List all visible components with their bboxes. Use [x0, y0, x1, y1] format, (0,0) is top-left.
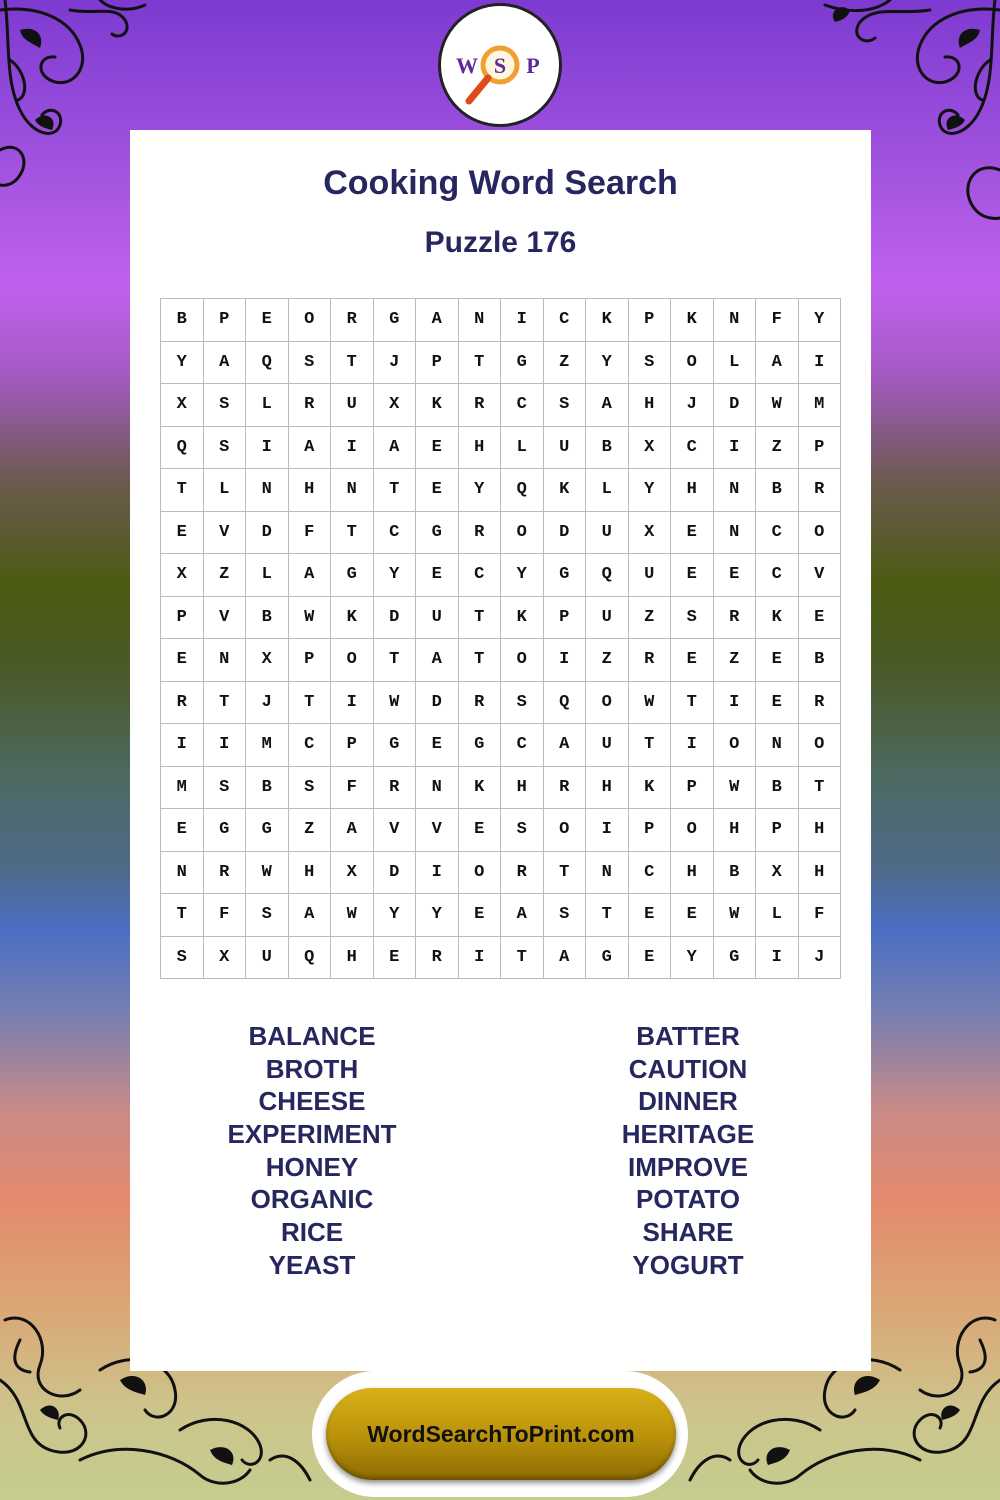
- grid-cell[interactable]: B: [756, 767, 799, 810]
- grid-cell[interactable]: A: [289, 427, 332, 470]
- grid-cell[interactable]: T: [331, 512, 374, 555]
- grid-cell[interactable]: J: [246, 682, 289, 725]
- grid-cell[interactable]: F: [331, 767, 374, 810]
- grid-cell[interactable]: O: [799, 512, 842, 555]
- grid-cell[interactable]: X: [204, 937, 247, 980]
- grid-cell[interactable]: K: [416, 384, 459, 427]
- grid-cell[interactable]: Y: [799, 299, 842, 342]
- grid-cell[interactable]: C: [671, 427, 714, 470]
- grid-cell[interactable]: U: [416, 597, 459, 640]
- grid-cell[interactable]: R: [544, 767, 587, 810]
- grid-cell[interactable]: E: [671, 894, 714, 937]
- grid-cell[interactable]: H: [289, 469, 332, 512]
- grid-cell[interactable]: I: [331, 682, 374, 725]
- grid-cell[interactable]: C: [756, 512, 799, 555]
- grid-cell[interactable]: N: [459, 299, 502, 342]
- grid-cell[interactable]: J: [799, 937, 842, 980]
- grid-cell[interactable]: A: [416, 299, 459, 342]
- grid-cell[interactable]: T: [671, 682, 714, 725]
- grid-cell[interactable]: I: [204, 724, 247, 767]
- grid-cell[interactable]: P: [629, 809, 672, 852]
- grid-cell[interactable]: D: [246, 512, 289, 555]
- grid-cell[interactable]: H: [586, 767, 629, 810]
- grid-cell[interactable]: D: [374, 597, 417, 640]
- grid-cell[interactable]: W: [714, 767, 757, 810]
- grid-cell[interactable]: H: [714, 809, 757, 852]
- grid-cell[interactable]: J: [671, 384, 714, 427]
- grid-cell[interactable]: K: [331, 597, 374, 640]
- grid-cell[interactable]: N: [586, 852, 629, 895]
- grid-cell[interactable]: H: [289, 852, 332, 895]
- word-list-item: SHARE: [642, 1217, 734, 1248]
- word-list-item: RICE: [280, 1217, 344, 1248]
- grid-cell[interactable]: T: [374, 639, 417, 682]
- grid-cell[interactable]: A: [586, 384, 629, 427]
- grid-cell[interactable]: S: [544, 894, 587, 937]
- grid-cell[interactable]: O: [586, 682, 629, 725]
- grid-cell[interactable]: M: [161, 767, 204, 810]
- grid-cell[interactable]: I: [756, 937, 799, 980]
- grid-cell[interactable]: X: [161, 384, 204, 427]
- grid-cell[interactable]: I: [671, 724, 714, 767]
- grid-cell[interactable]: E: [799, 597, 842, 640]
- grid-cell[interactable]: C: [501, 384, 544, 427]
- grid-cell[interactable]: E: [714, 554, 757, 597]
- grid-cell[interactable]: B: [756, 469, 799, 512]
- puzzle-sheet: [130, 130, 871, 1371]
- grid-cell[interactable]: D: [374, 852, 417, 895]
- grid-cell[interactable]: S: [501, 682, 544, 725]
- grid-cell[interactable]: C: [544, 299, 587, 342]
- grid-cell[interactable]: Y: [416, 894, 459, 937]
- grid-cell[interactable]: C: [459, 554, 502, 597]
- grid-cell[interactable]: G: [459, 724, 502, 767]
- grid-cell[interactable]: Z: [714, 639, 757, 682]
- grid-cell[interactable]: N: [416, 767, 459, 810]
- grid-cell[interactable]: R: [459, 384, 502, 427]
- grid-cell[interactable]: E: [459, 809, 502, 852]
- grid-cell[interactable]: Y: [374, 894, 417, 937]
- grid-cell[interactable]: H: [331, 937, 374, 980]
- grid-cell[interactable]: O: [501, 512, 544, 555]
- grid-cell[interactable]: R: [629, 639, 672, 682]
- grid-cell[interactable]: H: [671, 852, 714, 895]
- grid-cell[interactable]: S: [671, 597, 714, 640]
- grid-cell[interactable]: P: [204, 299, 247, 342]
- grid-cell[interactable]: U: [331, 384, 374, 427]
- grid-cell[interactable]: B: [246, 767, 289, 810]
- word-list-left: [132, 1020, 492, 1282]
- grid-cell[interactable]: I: [459, 937, 502, 980]
- grid-cell[interactable]: U: [629, 554, 672, 597]
- grid-cell[interactable]: E: [459, 894, 502, 937]
- grid-cell[interactable]: I: [799, 342, 842, 385]
- grid-cell[interactable]: B: [799, 639, 842, 682]
- grid-cell[interactable]: I: [161, 724, 204, 767]
- grid-cell[interactable]: H: [799, 809, 842, 852]
- grid-cell[interactable]: I: [714, 427, 757, 470]
- word-list-item: IMPROVE: [628, 1151, 748, 1182]
- word-list-item: DINNER: [638, 1086, 738, 1117]
- grid-cell[interactable]: A: [501, 894, 544, 937]
- grid-cell[interactable]: D: [416, 682, 459, 725]
- grid-cell[interactable]: T: [501, 937, 544, 980]
- grid-cell[interactable]: R: [204, 852, 247, 895]
- grid-cell[interactable]: P: [416, 342, 459, 385]
- grid-cell[interactable]: Y: [586, 342, 629, 385]
- grid-cell[interactable]: B: [246, 597, 289, 640]
- grid-cell[interactable]: S: [629, 342, 672, 385]
- grid-cell[interactable]: U: [246, 937, 289, 980]
- grid-cell[interactable]: E: [756, 639, 799, 682]
- grid-cell[interactable]: Z: [756, 427, 799, 470]
- grid-cell[interactable]: D: [714, 384, 757, 427]
- grid-cell[interactable]: T: [459, 639, 502, 682]
- grid-cell[interactable]: X: [629, 427, 672, 470]
- grid-cell[interactable]: X: [246, 639, 289, 682]
- grid-cell[interactable]: N: [331, 469, 374, 512]
- grid-cell[interactable]: J: [374, 342, 417, 385]
- page-title: Cooking Word Search: [323, 164, 678, 202]
- grid-cell[interactable]: P: [331, 724, 374, 767]
- grid-cell[interactable]: E: [161, 809, 204, 852]
- grid-cell[interactable]: X: [629, 512, 672, 555]
- grid-cell[interactable]: L: [246, 384, 289, 427]
- grid-cell[interactable]: N: [714, 512, 757, 555]
- logo-letter-p: P: [526, 53, 540, 78]
- word-list-item: BROTH: [265, 1053, 359, 1084]
- grid-cell[interactable]: Q: [161, 427, 204, 470]
- grid-cell[interactable]: T: [374, 469, 417, 512]
- grid-cell[interactable]: F: [289, 512, 332, 555]
- grid-cell[interactable]: C: [756, 554, 799, 597]
- grid-cell[interactable]: I: [586, 809, 629, 852]
- grid-cell[interactable]: Z: [544, 342, 587, 385]
- grid-cell[interactable]: W: [374, 682, 417, 725]
- word-list-item: YOGURT: [632, 1249, 744, 1280]
- grid-cell[interactable]: H: [501, 767, 544, 810]
- grid-cell[interactable]: G: [544, 554, 587, 597]
- grid-cell[interactable]: S: [289, 342, 332, 385]
- grid-cell[interactable]: P: [756, 809, 799, 852]
- grid-cell[interactable]: K: [756, 597, 799, 640]
- grid-cell[interactable]: S: [204, 384, 247, 427]
- grid-cell[interactable]: U: [544, 427, 587, 470]
- word-list-item: HERITAGE: [621, 1119, 755, 1150]
- grid-cell[interactable]: T: [629, 724, 672, 767]
- grid-cell[interactable]: Z: [629, 597, 672, 640]
- site-link-label: WordSearchToPrint.com: [367, 1420, 635, 1447]
- grid-cell[interactable]: R: [799, 469, 842, 512]
- grid-cell[interactable]: C: [374, 512, 417, 555]
- grid-cell[interactable]: B: [586, 427, 629, 470]
- grid-cell[interactable]: R: [331, 299, 374, 342]
- grid-cell[interactable]: H: [459, 427, 502, 470]
- grid-cell[interactable]: G: [501, 342, 544, 385]
- grid-cell[interactable]: R: [161, 682, 204, 725]
- word-list-item: EXPERIMENT: [227, 1119, 397, 1150]
- grid-cell[interactable]: E: [246, 299, 289, 342]
- grid-cell[interactable]: H: [671, 469, 714, 512]
- grid-cell[interactable]: K: [671, 299, 714, 342]
- grid-cell[interactable]: E: [161, 639, 204, 682]
- grid-cell[interactable]: T: [459, 342, 502, 385]
- grid-cell[interactable]: G: [246, 809, 289, 852]
- grid-cell[interactable]: E: [416, 427, 459, 470]
- grid-cell[interactable]: E: [416, 469, 459, 512]
- grid-cell[interactable]: L: [586, 469, 629, 512]
- word-list-item: HONEY: [265, 1151, 359, 1182]
- grid-cell[interactable]: E: [629, 894, 672, 937]
- grid-cell[interactable]: U: [586, 512, 629, 555]
- grid-cell[interactable]: W: [714, 894, 757, 937]
- grid-cell[interactable]: O: [331, 639, 374, 682]
- grid-cell[interactable]: O: [714, 724, 757, 767]
- grid-cell[interactable]: Z: [586, 639, 629, 682]
- grid-cell[interactable]: U: [586, 724, 629, 767]
- grid-cell[interactable]: Q: [246, 342, 289, 385]
- word-list-item: POTATO: [636, 1184, 740, 1215]
- grid-cell[interactable]: K: [629, 767, 672, 810]
- grid-cell[interactable]: R: [374, 767, 417, 810]
- grid-cell[interactable]: S: [501, 809, 544, 852]
- grid-cell[interactable]: N: [204, 639, 247, 682]
- grid-cell[interactable]: S: [289, 767, 332, 810]
- grid-cell[interactable]: C: [289, 724, 332, 767]
- grid-cell[interactable]: T: [586, 894, 629, 937]
- grid-cell[interactable]: G: [374, 299, 417, 342]
- grid-cell[interactable]: L: [246, 554, 289, 597]
- grid-cell[interactable]: E: [671, 554, 714, 597]
- grid-cell[interactable]: T: [331, 342, 374, 385]
- grid-cell[interactable]: E: [161, 512, 204, 555]
- grid-cell[interactable]: P: [671, 767, 714, 810]
- grid-cell[interactable]: T: [204, 682, 247, 725]
- grid-cell[interactable]: M: [246, 724, 289, 767]
- grid-cell[interactable]: Z: [204, 554, 247, 597]
- grid-cell[interactable]: S: [204, 767, 247, 810]
- grid-cell[interactable]: R: [501, 852, 544, 895]
- grid-cell[interactable]: G: [416, 512, 459, 555]
- grid-cell[interactable]: V: [799, 554, 842, 597]
- logo-letter-w: W: [456, 53, 478, 78]
- grid-cell[interactable]: R: [289, 384, 332, 427]
- grid-cell[interactable]: X: [331, 852, 374, 895]
- grid-cell[interactable]: P: [161, 597, 204, 640]
- grid-cell[interactable]: A: [289, 894, 332, 937]
- grid-cell[interactable]: X: [161, 554, 204, 597]
- grid-cell[interactable]: I: [544, 639, 587, 682]
- logo-letter-s: S: [493, 53, 507, 78]
- grid-cell[interactable]: E: [416, 724, 459, 767]
- grid-cell[interactable]: Y: [161, 342, 204, 385]
- grid-cell[interactable]: T: [161, 894, 204, 937]
- grid-cell[interactable]: T: [544, 852, 587, 895]
- grid-cell[interactable]: O: [501, 639, 544, 682]
- grid-cell[interactable]: O: [799, 724, 842, 767]
- grid-cell[interactable]: W: [629, 682, 672, 725]
- grid-cell[interactable]: B: [714, 852, 757, 895]
- grid-cell[interactable]: T: [459, 597, 502, 640]
- grid-cell[interactable]: S: [161, 937, 204, 980]
- grid-cell[interactable]: A: [331, 809, 374, 852]
- grid-cell[interactable]: I: [501, 299, 544, 342]
- grid-cell[interactable]: A: [204, 342, 247, 385]
- grid-cell[interactable]: W: [756, 384, 799, 427]
- grid-cell[interactable]: M: [799, 384, 842, 427]
- letter-grid: [160, 298, 841, 979]
- grid-cell[interactable]: N: [246, 469, 289, 512]
- grid-cell[interactable]: R: [799, 682, 842, 725]
- grid-cell[interactable]: O: [671, 342, 714, 385]
- grid-cell[interactable]: F: [756, 299, 799, 342]
- grid-cell[interactable]: L: [501, 427, 544, 470]
- grid-cell[interactable]: V: [204, 512, 247, 555]
- grid-cell[interactable]: T: [799, 767, 842, 810]
- grid-cell[interactable]: R: [459, 512, 502, 555]
- grid-cell[interactable]: K: [501, 597, 544, 640]
- grid-cell[interactable]: X: [756, 852, 799, 895]
- puzzle-number: Puzzle 176: [424, 226, 577, 259]
- grid-cell[interactable]: D: [544, 512, 587, 555]
- grid-cell[interactable]: P: [799, 427, 842, 470]
- word-list-item: CAUTION: [628, 1053, 748, 1084]
- grid-cell[interactable]: O: [289, 299, 332, 342]
- grid-cell[interactable]: U: [586, 597, 629, 640]
- grid-cell[interactable]: E: [629, 937, 672, 980]
- grid-cell[interactable]: H: [799, 852, 842, 895]
- word-list-item: YEAST: [268, 1249, 356, 1280]
- grid-cell[interactable]: N: [714, 469, 757, 512]
- grid-cell[interactable]: T: [161, 469, 204, 512]
- grid-cell[interactable]: Q: [289, 937, 332, 980]
- grid-cell[interactable]: S: [204, 427, 247, 470]
- magnifying-glass-handle: [469, 78, 488, 101]
- grid-cell[interactable]: W: [331, 894, 374, 937]
- grid-cell[interactable]: A: [756, 342, 799, 385]
- word-list-item: ORGANIC: [250, 1184, 374, 1215]
- grid-cell[interactable]: W: [289, 597, 332, 640]
- grid-cell[interactable]: C: [629, 852, 672, 895]
- grid-cell[interactable]: Q: [501, 469, 544, 512]
- site-link-button[interactable]: [326, 1388, 676, 1480]
- grid-cell[interactable]: X: [374, 384, 417, 427]
- grid-cell[interactable]: O: [459, 852, 502, 895]
- grid-cell[interactable]: V: [416, 809, 459, 852]
- grid-cell[interactable]: K: [586, 299, 629, 342]
- grid-cell[interactable]: Y: [459, 469, 502, 512]
- grid-cell[interactable]: S: [246, 894, 289, 937]
- grid-cell[interactable]: Y: [374, 554, 417, 597]
- grid-cell[interactable]: C: [501, 724, 544, 767]
- grid-cell[interactable]: I: [246, 427, 289, 470]
- site-logo[interactable]: [438, 3, 562, 127]
- grid-cell[interactable]: R: [416, 937, 459, 980]
- grid-cell[interactable]: N: [756, 724, 799, 767]
- grid-cell[interactable]: V: [204, 597, 247, 640]
- grid-cell[interactable]: P: [629, 299, 672, 342]
- grid-cell[interactable]: G: [374, 724, 417, 767]
- grid-cell[interactable]: Y: [501, 554, 544, 597]
- grid-cell[interactable]: S: [544, 384, 587, 427]
- grid-cell[interactable]: G: [714, 937, 757, 980]
- grid-cell[interactable]: L: [204, 469, 247, 512]
- word-list-item: BALANCE: [248, 1021, 376, 1051]
- grid-cell[interactable]: I: [714, 682, 757, 725]
- grid-cell[interactable]: O: [671, 809, 714, 852]
- grid-cell[interactable]: V: [374, 809, 417, 852]
- grid-cell[interactable]: Q: [586, 554, 629, 597]
- grid-cell[interactable]: E: [374, 937, 417, 980]
- grid-cell[interactable]: E: [671, 639, 714, 682]
- grid-cell[interactable]: F: [204, 894, 247, 937]
- grid-cell[interactable]: Z: [289, 809, 332, 852]
- word-list-right: [508, 1020, 868, 1282]
- word-list-item: CHEESE: [258, 1086, 366, 1117]
- grid-cell[interactable]: K: [459, 767, 502, 810]
- grid-cell[interactable]: L: [756, 894, 799, 937]
- grid-cell[interactable]: Q: [544, 682, 587, 725]
- grid-cell[interactable]: K: [544, 469, 587, 512]
- grid-cell[interactable]: E: [416, 554, 459, 597]
- grid-cell[interactable]: H: [629, 384, 672, 427]
- grid-cell[interactable]: A: [544, 937, 587, 980]
- grid-cell[interactable]: O: [544, 809, 587, 852]
- grid-cell[interactable]: F: [799, 894, 842, 937]
- grid-cell[interactable]: G: [586, 937, 629, 980]
- grid-cell[interactable]: W: [246, 852, 289, 895]
- grid-cell[interactable]: Y: [671, 937, 714, 980]
- grid-cell[interactable]: I: [416, 852, 459, 895]
- grid-cell[interactable]: Y: [629, 469, 672, 512]
- grid-cell[interactable]: T: [289, 682, 332, 725]
- grid-cell[interactable]: G: [331, 554, 374, 597]
- grid-cell[interactable]: R: [459, 682, 502, 725]
- grid-cell[interactable]: A: [374, 427, 417, 470]
- grid-cell[interactable]: B: [161, 299, 204, 342]
- grid-cell[interactable]: N: [161, 852, 204, 895]
- grid-cell[interactable]: G: [204, 809, 247, 852]
- grid-cell[interactable]: L: [714, 342, 757, 385]
- grid-cell[interactable]: E: [756, 682, 799, 725]
- grid-cell[interactable]: N: [714, 299, 757, 342]
- grid-cell[interactable]: E: [671, 512, 714, 555]
- grid-cell[interactable]: A: [289, 554, 332, 597]
- grid-cell[interactable]: P: [289, 639, 332, 682]
- grid-cell[interactable]: I: [331, 427, 374, 470]
- word-list-item: BATTER: [636, 1021, 740, 1051]
- grid-cell[interactable]: A: [544, 724, 587, 767]
- grid-cell[interactable]: A: [416, 639, 459, 682]
- grid-cell[interactable]: P: [544, 597, 587, 640]
- grid-cell[interactable]: R: [714, 597, 757, 640]
